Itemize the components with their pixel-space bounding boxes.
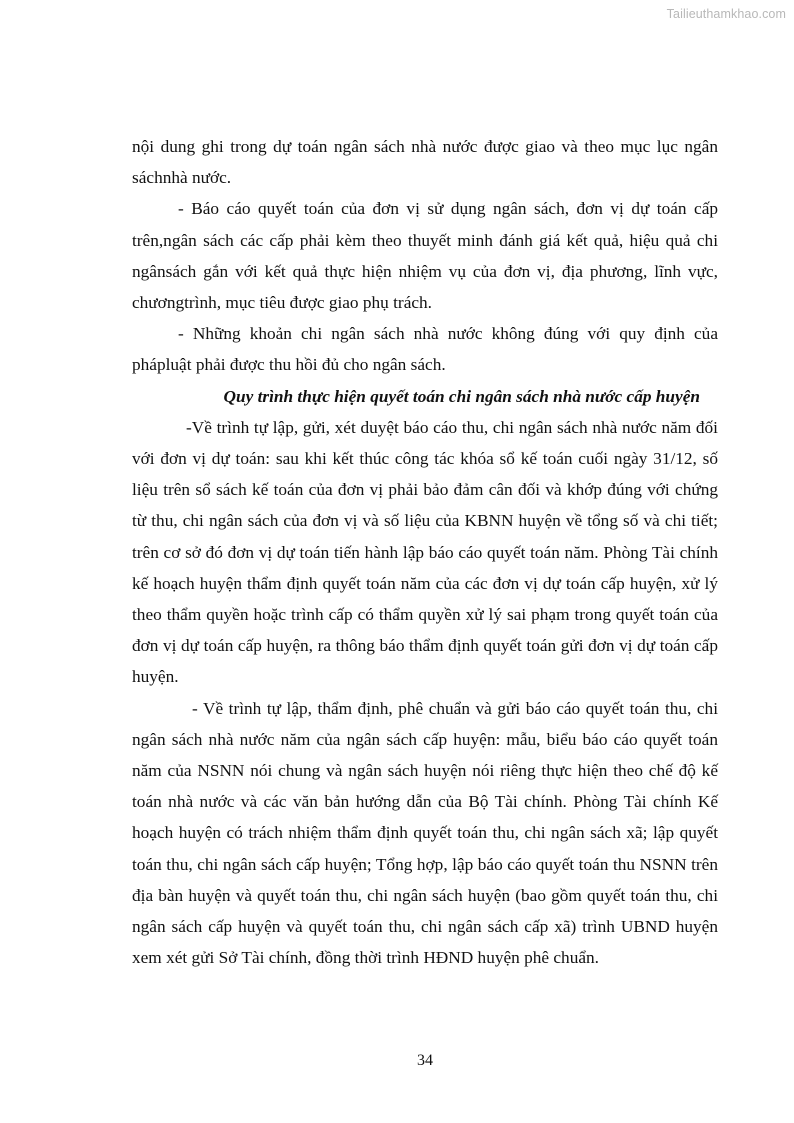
paragraph-district-procedure: - Về trình tự lập, thẩm định, phê chuẩn và gửi báo cáo quyết toán thu, chi ngân sách nhà nước năm của ngân sách cấp huyện: mẫu, biểu báo cáo quyết toán năm của NSNN nói chung và ngân sách huyện nói riêng thực hiện theo chế độ kế toán nhà nước và các văn bản hướng dẫn của Bộ Tài chính. Phòng Tài chính Kế hoạch huyện có trách nhiệm thẩm định quyết toán thu, chi ngân sách xã; lập quyết toán thu, chi ngân sách cấp huyện; Tổng hợp, lập báo cáo quyết toán thu NSNN trên địa bàn huyện và quyết toán thu, chi ngân sách huyện (bao gồm quyết toán thu, chi ngân sách cấp huyện và quyết toán thu, chi ngân sách cấp xã) trình UBND huyện xem xét gửi Sở Tài chính, đồng thời trình HĐND huyện phê chuẩn.	[132, 698, 718, 968]
document-body	[132, 131, 718, 973]
paragraph-unit-procedure: -Về trình tự lập, gửi, xét duyệt báo cáo thu, chi ngân sách nhà nước năm đối với đơn vị dự toán: sau khi kết thúc công tác khóa sổ kế toán cuối ngày 31/12, số liệu trên sổ sách kế toán của đơn vị phải bảo đảm cân đối và khớp đúng với chứng từ thu, chi ngân sách của đơn vị và số liệu của KBNN huyện về tổng số và chi tiết; trên cơ sở đó đơn vị dự toán tiến hành lập báo cáo quyết toán năm. Phòng Tài chính kế hoạch huyện thẩm định quyết toán năm của các đơn vị dự toán cấp huyện, xử lý theo thẩm quyền hoặc trình cấp có thẩm quyền xử lý sai phạm trong quyết toán của đơn vị dự toán cấp huyện, ra thông báo thẩm định quyết toán gửi đơn vị dự toán cấp huyện.	[132, 417, 718, 687]
watermark: Tailieuthamkhao.com	[666, 7, 786, 21]
section-heading: Quy trình thực hiện quyết toán chi ngân sách nhà nước cấp huyện	[223, 386, 700, 406]
paragraph-recovery: - Những khoản chi ngân sách nhà nước không đúng với quy định của phápluật phải được thu hồi đủ cho ngân sách.	[132, 324, 718, 375]
paragraph-report-requirement: - Báo cáo quyết toán của đơn vị sử dụng ngân sách, đơn vị dự toán cấp trên,ngân sách các cấp phải kèm theo thuyết minh đánh giá kết quả, hiệu quả chi ngânsách gắn với kết quả thực hiện nhiệm vụ của đơn vị, địa phương, lĩnh vực, chươngtrình, mục tiêu được giao phụ trách.	[132, 199, 718, 313]
page-number: 34	[417, 1052, 433, 1069]
paragraph-continuation: nội dung ghi trong dự toán ngân sách nhà nước được giao và theo mục lục ngân sáchnhà nước.	[132, 137, 718, 188]
